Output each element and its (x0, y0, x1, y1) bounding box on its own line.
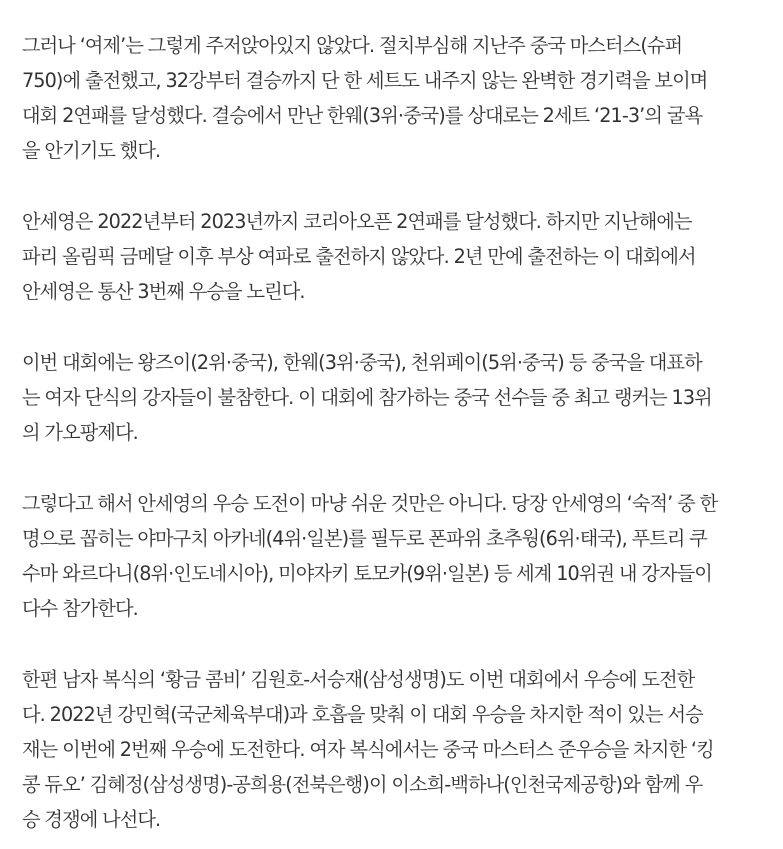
paragraph-line: 대회 2연패를 달성했다. 결승에서 만난 한웨(3위·중국)를 상대로는 2세트 ‘21-3’의 굴욕 (22, 104, 703, 127)
paragraph-line: 안세영은 2022년부터 2023년까지 코리아오픈 2연패를 달성했다. 하지만 지난해에는 (22, 210, 692, 233)
paragraph-line: 는 여자 단식의 강자들이 불참한다. 이 대회에 참가하는 중국 선수들 중 최고 랭커는 13위 (22, 386, 712, 409)
paragraph-line: 콩 듀오’ 김혜정(삼성생명)-공희용(전북은행)이 이소희-백하나(인천국제공항)와 함께 우 (22, 773, 703, 796)
paragraph-final-result (22, 28, 767, 168)
paragraph-line: 수마 와르다니(8위·인도네시아), 미야자키 토모카(9위·일본) 등 세계 10위권 내 강자들이 (22, 562, 712, 585)
paragraph-line: 다수 참가한다. (22, 597, 138, 620)
paragraph-rivals (22, 486, 767, 626)
paragraph-line: 그렇다고 해서 안세영의 우승 도전이 마냥 쉬운 것만은 아니다. 당장 안세영의 ‘숙적’ 중 한 (22, 492, 718, 515)
paragraph-line: 재는 이번에 2번째 우승에 도전한다. 여자 복식에서는 중국 마스터스 준우승을 차지한 ‘킹 (22, 738, 714, 761)
paragraph-line: 승 경쟁에 나선다. (22, 808, 161, 831)
paragraph-line: 의 가오팡제다. (22, 421, 138, 444)
paragraph-line: 그러나 ‘여제’는 그렇게 주저앉아있지 않았다. 절치부심해 지난주 중국 마스터스(슈퍼 (22, 34, 683, 57)
paragraph-line: 다. 2022년 강민혁(국군체육부대)과 호흡을 맞춰 이 대회 우승을 차지한 적이 있는 서승 (22, 703, 703, 726)
paragraph-korea-open-history (22, 204, 767, 309)
paragraph-line: 파리 올림픽 금메달 이후 부상 여파로 출전하지 않았다. 2년 만에 출전하는 이 대회에서 (22, 245, 696, 268)
paragraph-line: 명으로 꼽히는 야마구치 아카네(4위·일본)를 필두로 폰파위 초추웡(6위·태국), 푸트리 쿠 (22, 527, 707, 550)
paragraph-absent-players (22, 345, 767, 450)
paragraph-doubles (22, 662, 767, 837)
paragraph-line: 한편 남자 복식의 ‘황금 콤비’ 김원호-서승재(삼성생명)도 이번 대회에서 우승에 도전한 (22, 668, 695, 691)
paragraph-line: 이번 대회에는 왕즈이(2위·중국), 한웨(3위·중국), 천위페이(5위·중국) 등 중국을 대표하 (22, 351, 702, 374)
paragraph-line: 안세영은 통산 3번째 우승을 노린다. (22, 280, 305, 303)
paragraph-line: 750)에 출전했고, 32강부터 결승까지 단 한 세트도 내주지 않는 완벽한 경기력을 보이며 (22, 69, 708, 92)
paragraph-line: 을 안기기도 했다. (22, 139, 161, 162)
